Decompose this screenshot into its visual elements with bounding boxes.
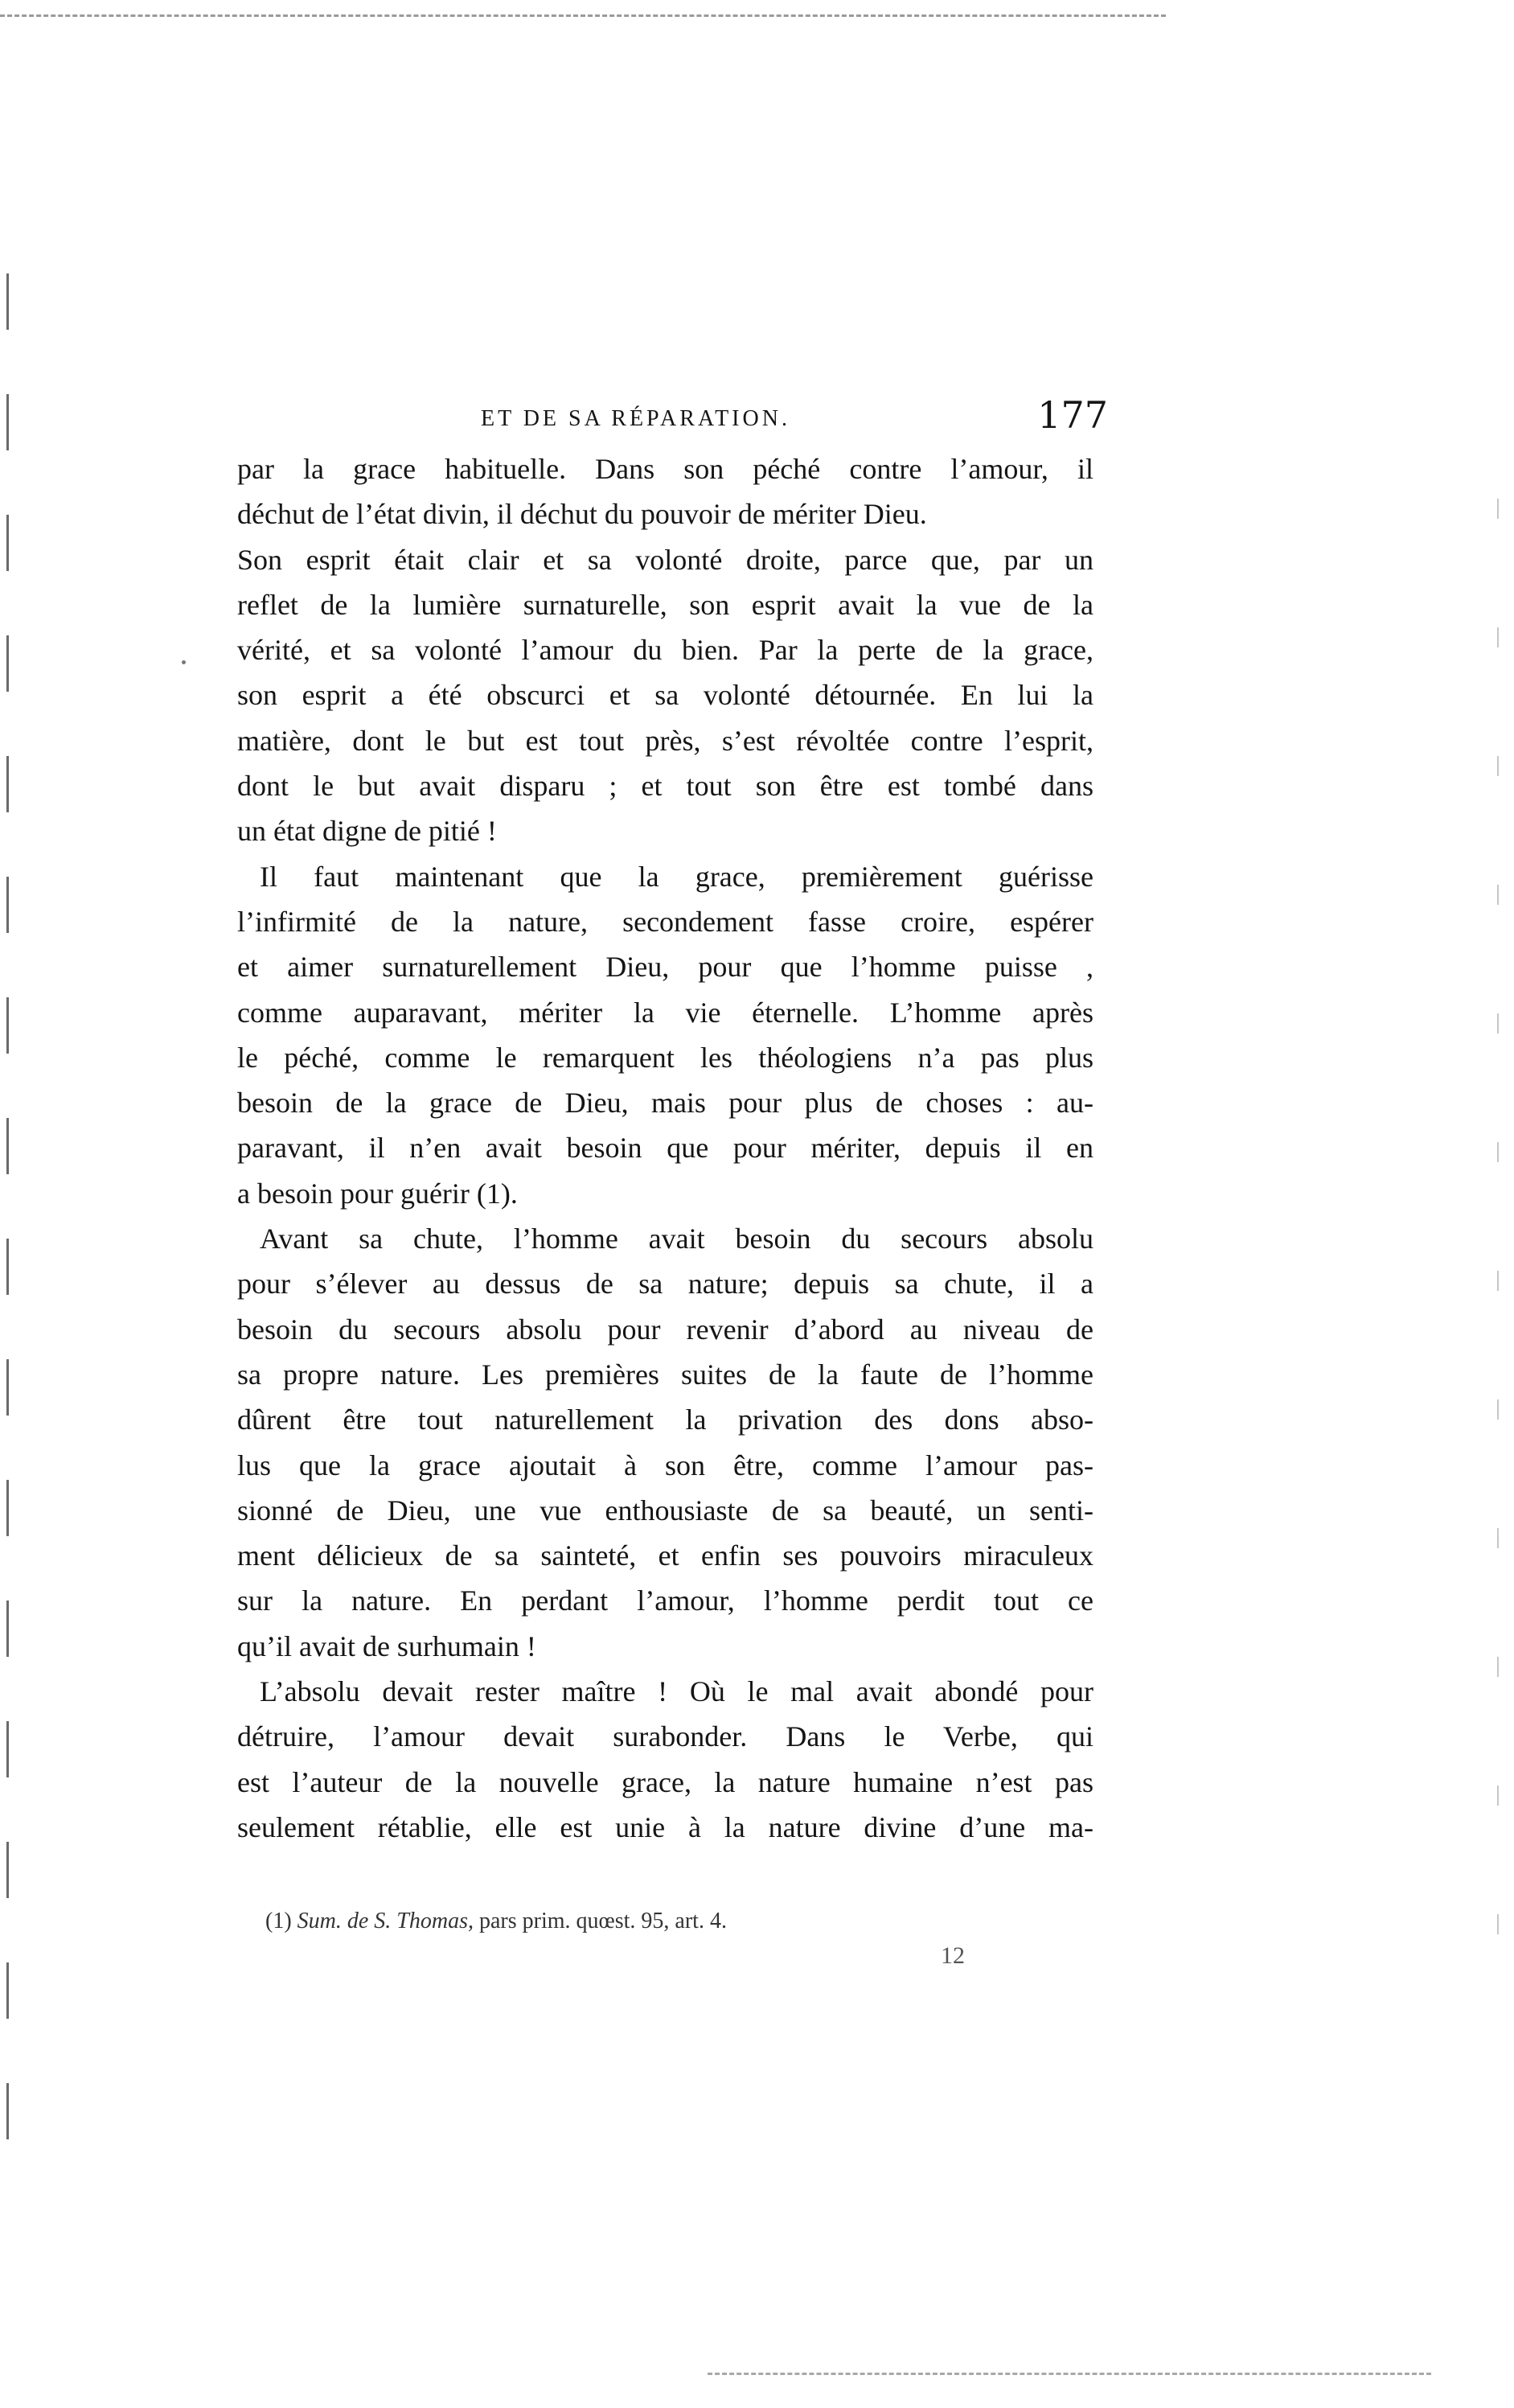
running-title: ET DE SA RÉPARATION. xyxy=(481,406,790,431)
text-line: pour s’élever au dessus de sa nature; depuis sa chute, il a xyxy=(237,1268,1093,1301)
text-line: ment délicieux de sa sainteté, et enfin ses pouvoirs miraculeux xyxy=(237,1539,1093,1572)
text-line: détruire, l’amour devait surabonder. Dans le Verbe, qui xyxy=(237,1720,1093,1753)
scan-edge-top xyxy=(0,14,1166,17)
text-line: Avant sa chute, l’homme avait besoin du secours absolu xyxy=(260,1222,1093,1255)
text-line: besoin de la grace de Dieu, mais pour plus de choses : au- xyxy=(237,1087,1093,1120)
text-line: sionné de Dieu, une vue enthousiaste de sa beauté, un senti- xyxy=(237,1494,1093,1527)
text-line: matière, dont le but est tout près, s’est révoltée contre l’esprit, xyxy=(237,724,1093,757)
text-line: paravant, il n’en avait besoin que pour mériter, depuis il en xyxy=(237,1132,1093,1165)
text-line: sa propre nature. Les premières suites de la faute de l’homme xyxy=(237,1358,1093,1391)
page-number: 177 xyxy=(1037,393,1108,437)
text-line: Il faut maintenant que la grace, premièrement guérisse xyxy=(260,860,1093,893)
text-line: dont le but avait disparu ; et tout son être est tombé dans xyxy=(237,770,1093,803)
text-line: son esprit a été obscurci et sa volonté détournée. En lui la xyxy=(237,679,1093,712)
scan-edge-left xyxy=(6,273,9,2204)
text-line: déchut de l’état divin, il déchut du pouvoir de mériter Dieu. xyxy=(237,498,927,531)
text-line: a besoin pour guérir (1). xyxy=(237,1177,518,1210)
text-line: est l’auteur de la nouvelle grace, la nature humaine n’est pas xyxy=(237,1765,1093,1798)
text-line: lus que la grace ajoutait à son être, comme l’amour pas- xyxy=(237,1448,1093,1481)
book-page xyxy=(224,390,1108,1850)
text-line: et aimer surnaturellement Dieu, pour que l’homme puisse , xyxy=(237,951,1093,984)
text-line: par la grace habituelle. Dans son péché contre l’amour, il xyxy=(237,453,1093,485)
scan-speck xyxy=(182,660,186,664)
signature-mark: 12 xyxy=(941,1942,965,1969)
footnote-source: Sum. de S. Thomas, xyxy=(297,1909,474,1933)
footnote-reference: pars prim. quœst. 95, art. 4. xyxy=(479,1909,727,1933)
text-line: seulement rétablie, elle est unie à la nature divine d’une ma- xyxy=(237,1810,1093,1843)
text-line: dûrent être tout naturellement la privation des dons abso- xyxy=(237,1403,1093,1436)
scan-edge-bottom xyxy=(708,2373,1431,2375)
text-line: le péché, comme le remarquent les théologiens n’a pas plus xyxy=(237,1041,1093,1074)
text-line: besoin du secours absolu pour revenir d’abord au niveau de xyxy=(237,1313,1093,1346)
text-line: comme auparavant, mériter la vie éternelle. L’homme après xyxy=(237,996,1093,1029)
text-line: reflet de la lumière surnaturelle, son esprit avait la vue de la xyxy=(237,588,1093,621)
text-line: qu’il avait de surhumain ! xyxy=(237,1629,536,1662)
text-line: L’absolu devait rester maître ! Où le mal avait abondé pour xyxy=(260,1675,1093,1708)
text-line: vérité, et sa volonté l’amour du bien. Par la perte de la grace, xyxy=(237,634,1093,667)
footnote-marker: (1) xyxy=(265,1909,292,1933)
text-line: l’infirmité de la nature, secondement fasse croire, espérer xyxy=(237,905,1093,938)
running-head xyxy=(224,390,1108,446)
text-line: Son esprit était clair et sa volonté droite, parce que, par un xyxy=(237,543,1093,576)
footnote xyxy=(265,1909,727,1934)
body-text xyxy=(224,446,1108,1850)
text-line: un état digne de pitié ! xyxy=(237,815,497,848)
scan-edge-right xyxy=(1497,499,1499,2027)
text-line: sur la nature. En perdant l’amour, l’homme perdit tout ce xyxy=(237,1584,1093,1617)
